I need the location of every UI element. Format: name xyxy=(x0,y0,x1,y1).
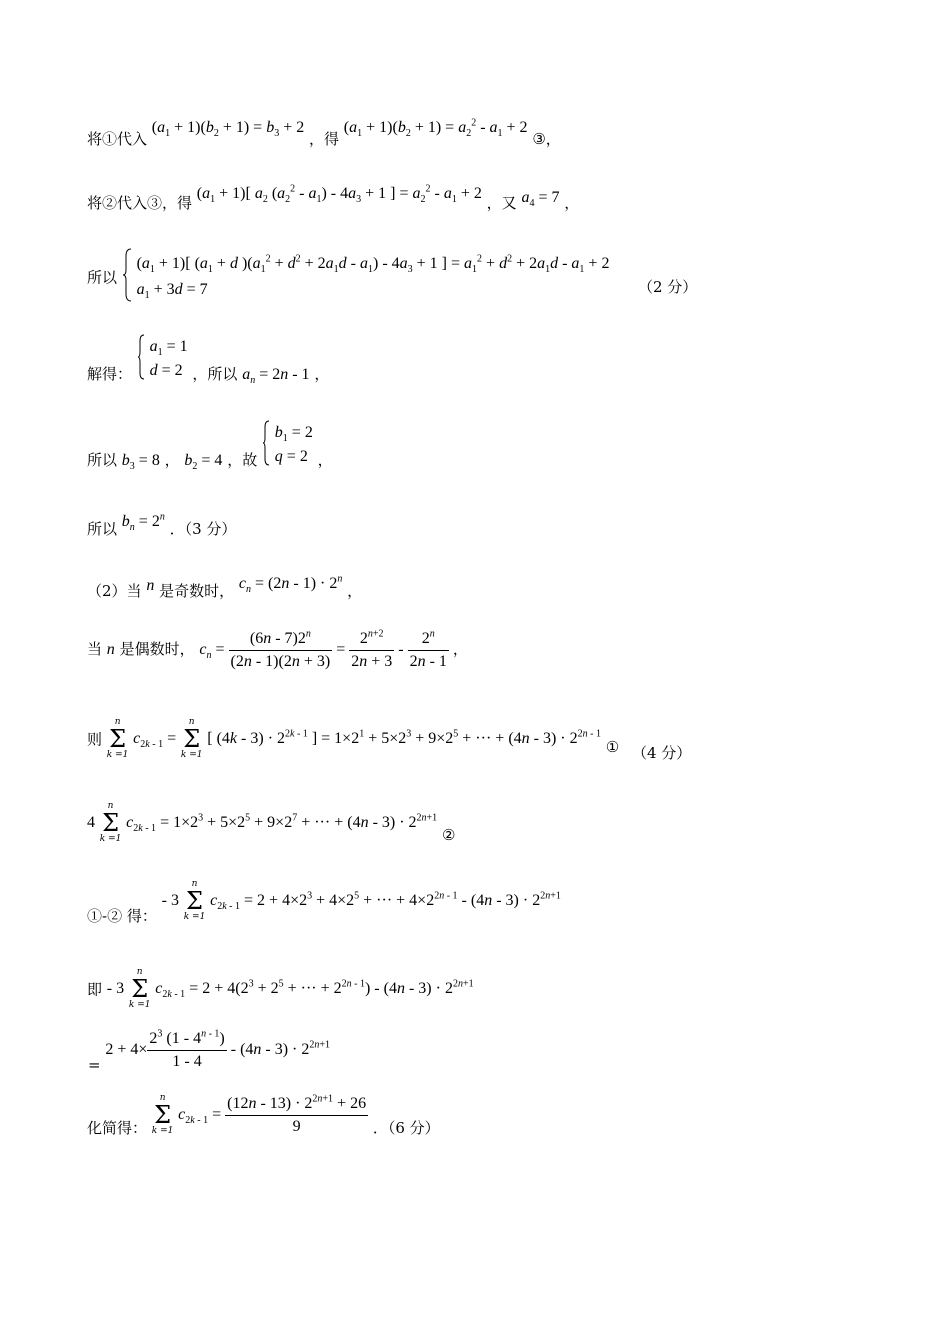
line-5 xyxy=(87,420,333,473)
summation: n Σ k =1 xyxy=(106,717,129,760)
formula: $b_2 = 4$ xyxy=(184,452,223,473)
formula: $c_n$ = $\frac{(6n - 7)2^n}{(2n - 1)(2n + 3)}$ = $\frac{2^{n+2}}{2n + 3}$ - $\frac{2^n}{2n - 1}$ xyxy=(199,628,447,670)
formula: $(a_1 + 1)$[ $a_2$ $(a_2^2 - a_1) - 4a_3 + 1$ ] = $a_2^2 - a_1 + 2$ xyxy=(196,183,482,206)
line-2 xyxy=(87,183,580,213)
left-brace xyxy=(137,334,145,384)
text: ， xyxy=(452,640,468,659)
text: ， xyxy=(164,451,180,469)
text: 是奇数时， xyxy=(159,582,235,600)
formula: 4 xyxy=(87,814,95,831)
equation-system: $a_1 = 1$ d = 2 xyxy=(149,338,188,379)
formula: n xyxy=(146,577,155,594)
formula: $b_n = 2^n$ xyxy=(121,511,165,534)
text: 化简得： xyxy=(87,1118,148,1137)
text: ， xyxy=(314,365,330,383)
line-1 xyxy=(87,117,561,149)
marker: ① xyxy=(605,738,620,756)
summation: n Σ k =1 xyxy=(151,1093,174,1136)
equation-system: $b_1 = 2$ q = 2 xyxy=(274,424,313,465)
formula: $c_{2k - 1}$ = $\frac{(12n - 13) \cdot 2^{2n+1} + 26}{9}$ xyxy=(178,1093,367,1135)
text: （2）当 xyxy=(87,582,142,600)
left-brace xyxy=(122,248,132,306)
summation: n Σ k =1 xyxy=(99,801,122,844)
line-4 xyxy=(87,334,330,387)
text: 是偶数时， xyxy=(119,640,195,659)
formula: n xyxy=(106,641,115,659)
text: 所以 xyxy=(87,520,118,538)
text: 所以 xyxy=(87,451,118,469)
text: ．（3 分） xyxy=(169,520,237,538)
text: 解得： xyxy=(87,365,133,383)
text: ，又 xyxy=(486,194,517,212)
score-label: （4 分） xyxy=(632,744,692,762)
line-13 xyxy=(88,1028,331,1074)
line-6 xyxy=(87,511,237,539)
text: ，得 xyxy=(309,130,340,148)
line-11 xyxy=(87,879,561,925)
summation: n Σ k =1 xyxy=(128,967,151,1010)
formula: - 3 xyxy=(106,980,125,997)
line-7 xyxy=(87,573,363,601)
line-10 xyxy=(87,802,455,844)
formula: 2 + 4× $\frac{2^3 (1 - 4^{n - 1})}{1 - 4}$ - $(4n - 3) \cdot 2^{2n+1}$ xyxy=(105,1028,331,1070)
summation: n Σ k =1 xyxy=(183,879,206,922)
text: ， xyxy=(317,451,333,469)
formula: $c_{2k - 1} = 1\times 2^3 + 5\times 2^5 + 9\times 2^7$ + ··· + $(4n - 3) \cdot 2^{2n+1}$ xyxy=(126,812,438,835)
equation-system: $(a_1 + 1)$[ ($a_1 + d$ )$(a_1^2 + d^2 + 2a_1d - a_1) - 4a_3 + 1$ ] = $a_1^2 + d^2 + 2a_1d - a_1 + 2$ $a_1 + 3d = 7$ xyxy=(136,253,610,302)
text: = xyxy=(88,1055,101,1074)
formula: [ $(4k - 3) \cdot 2^{2k - 1}$ ] = $1\times 2^1 + 5\times 2^3 + 9\times 2^5$ + ··· + $(4n - 3) \cdot 2^{2n - 1}$ xyxy=(207,728,601,747)
formula: $(a_1 + 1)(b_2 + 1) = b_3 + 2$ xyxy=(151,119,305,140)
text: ①-② 得： xyxy=(87,906,157,925)
text: ，故 xyxy=(227,451,258,469)
formula: $(a_1 + 1)(b_2 + 1) = a_2^2 - a_1 + 2$ xyxy=(343,117,528,140)
formula: $c_{2k - 1}$ = xyxy=(133,730,177,751)
text: 即 xyxy=(87,980,103,999)
formula: $a_4 = 7$ xyxy=(521,189,560,210)
formula: $a_n = 2n - 1$ xyxy=(242,366,310,387)
line-14 xyxy=(87,1094,440,1136)
formula: $c_n = (2n - 1) \cdot 2^n$ xyxy=(238,573,343,596)
marker: ② xyxy=(441,826,456,844)
text: 当 xyxy=(87,640,103,659)
formula: $c_{2k - 1} = 2 + 4(2^3 + 2^5$ + ··· + $2^{2n - 1}) - (4n - 3) \cdot 2^{2n+1}$ xyxy=(155,978,474,1001)
line-8 xyxy=(87,630,468,671)
text: ， xyxy=(347,582,363,600)
formula: $b_3 = 8$ xyxy=(121,452,160,473)
text: 则 xyxy=(87,730,103,749)
text: ， xyxy=(564,194,580,212)
text: ，所以 xyxy=(192,365,238,383)
text: 将②代入③，得 xyxy=(87,194,193,212)
text: 将①代入 xyxy=(87,130,148,148)
score-label: （2 分） xyxy=(638,278,698,296)
text: 所以 xyxy=(87,268,118,287)
line-9 xyxy=(87,718,619,760)
formula: $c_{2k - 1} = 2 + 4\times 2^3 + 4\times 2^5$ + ··· + $4\times 2^{2n - 1} - (4n - 3) \cdot 2^{2n+1}$ xyxy=(210,890,561,913)
line-12 xyxy=(87,968,474,1010)
line-3 xyxy=(87,248,609,306)
left-brace xyxy=(262,420,270,470)
summation: n Σ k =1 xyxy=(180,717,203,760)
formula: - 3 xyxy=(161,892,179,909)
text: ．（6 分） xyxy=(372,1118,440,1137)
text: ③， xyxy=(532,130,561,148)
